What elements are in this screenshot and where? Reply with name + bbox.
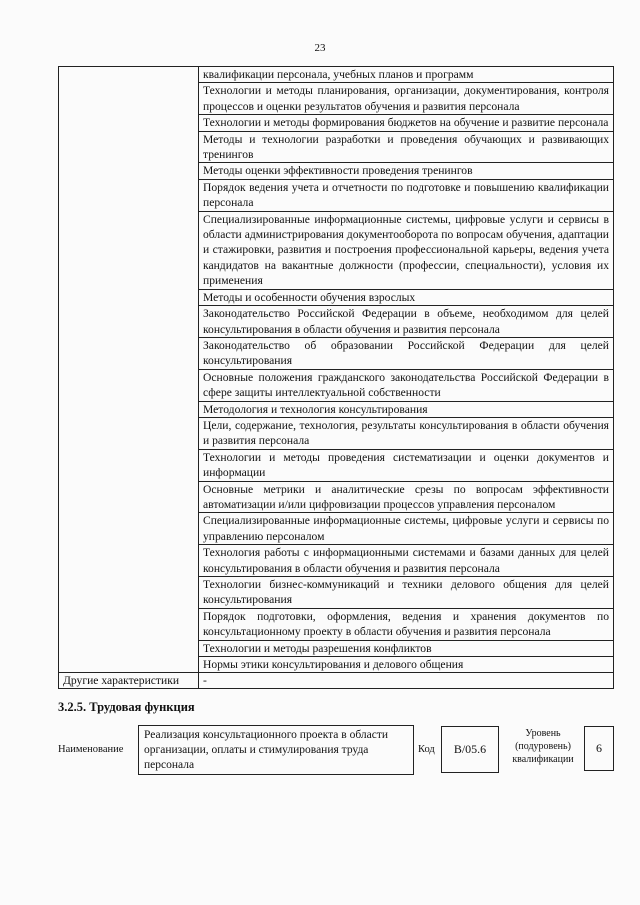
knowledge-item: Основные метрики и аналитические срезы по вопросам эффективности автоматизации и/или цифровизации процессов управления персоналом bbox=[199, 481, 614, 513]
knowledge-item: квалификации персонала, учебных планов и программ bbox=[199, 67, 614, 83]
level-value-box bbox=[584, 726, 614, 771]
labor-function-row bbox=[58, 725, 618, 777]
knowledge-item: Специализированные информационные системы, цифровые услуги и сервисы по управлению персоналом bbox=[199, 513, 614, 545]
code-value: B/05.6 bbox=[453, 742, 487, 756]
other-characteristics-row bbox=[59, 673, 614, 689]
knowledge-item: Методология и технология консультирования bbox=[199, 401, 614, 417]
knowledge-item: Специализированные информационные системы, цифровые услуги и сервисы в области администрирования документооборота по вопросам обучения, адаптации и стажировки, развития и построения профессиональной карьеры, ведения учета кандидатов на вакантные должности (профессии, специальности), условия их применения bbox=[199, 211, 614, 289]
knowledge-table bbox=[58, 66, 614, 689]
code-label: Код bbox=[418, 744, 435, 755]
knowledge-item: Законодательство об образовании Российской Федерации для целей консультирования bbox=[199, 337, 614, 369]
knowledge-item: Методы и особенности обучения взрослых bbox=[199, 289, 614, 305]
page-number: 23 bbox=[314, 42, 326, 54]
knowledge-item: Порядок подготовки, оформления, ведения и хранения документов по консультационному проекту в области обучения и развития персонала bbox=[199, 608, 614, 640]
knowledge-label-cell bbox=[59, 67, 199, 673]
section-heading: 3.2.5. Трудовая функция bbox=[58, 700, 195, 714]
knowledge-item: Технологии и методы проведения систематизации и оценки документов и информации bbox=[199, 449, 614, 481]
level-label: Уровень (подуровень) квалификации bbox=[512, 728, 574, 765]
knowledge-item: Технологии и методы формирования бюджетов на обучение и развитие персонала bbox=[199, 115, 614, 131]
knowledge-item: Нормы этики консультирования и делового общения bbox=[199, 657, 614, 673]
knowledge-item: Технологии бизнес-коммуникаций и техники делового общения для целей консультирования bbox=[199, 577, 614, 609]
other-characteristics-value: - bbox=[199, 673, 614, 689]
name-value: Реализация консультационного проекта в области организации, оплаты и стимулирования труда персонала bbox=[144, 729, 389, 771]
other-characteristics-label: Другие характеристики bbox=[59, 673, 199, 689]
knowledge-item: Методы и технологии разработки и проведения обучающих и развивающих тренингов bbox=[199, 131, 614, 163]
knowledge-item: Законодательство Российской Федерации в объеме, необходимом для целей консультирования в области обучения и развития персонала bbox=[199, 306, 614, 338]
knowledge-item: Технологии и методы планирования, организации, документирования, контроля процессов и оценки результатов обучения и развития персонала bbox=[199, 83, 614, 115]
code-value-box bbox=[441, 726, 499, 773]
knowledge-item: Технологии и методы разрешения конфликтов bbox=[199, 640, 614, 656]
knowledge-item: Технология работы с информационными системами и базами данных для целей консультирования в области обучения и развития персонала bbox=[199, 545, 614, 577]
knowledge-item: Цели, содержание, технология, результаты консультирования в области обучения и развития персонала bbox=[199, 417, 614, 449]
knowledge-item: Порядок ведения учета и отчетности по подготовке и повышению квалификации персонала bbox=[199, 179, 614, 211]
name-value-box bbox=[138, 725, 414, 775]
name-label: Наименование bbox=[58, 744, 124, 755]
knowledge-item: Методы оценки эффективности проведения тренингов bbox=[199, 163, 614, 179]
level-value: 6 bbox=[596, 741, 602, 755]
knowledge-row bbox=[59, 67, 614, 83]
knowledge-item: Основные положения гражданского законодательства Российской Федерации в сфере защиты интеллектуальной собственности bbox=[199, 369, 614, 401]
